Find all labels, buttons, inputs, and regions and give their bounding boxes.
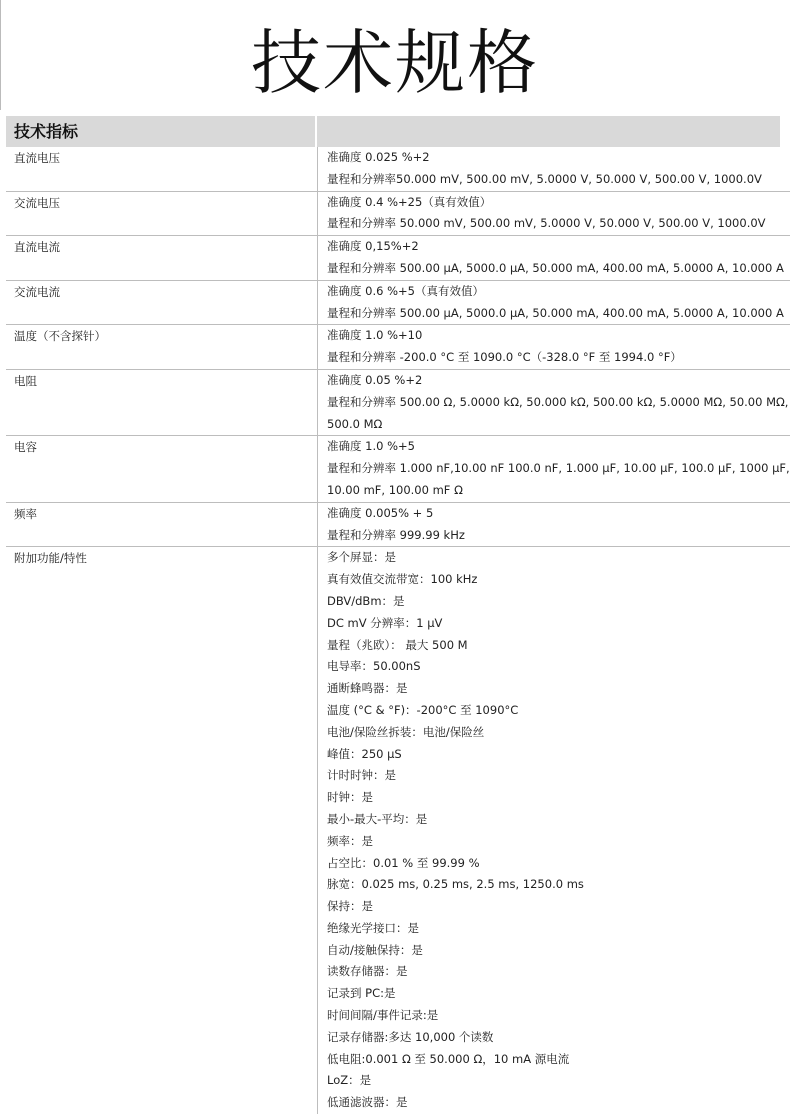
spec-value-line: 准确度 0.05 %+2 [327, 372, 423, 387]
spec-value-line: 电导率：50.00nS [327, 659, 421, 674]
spec-row-values [317, 281, 790, 325]
spec-row [6, 192, 790, 237]
spec-value-line: 低通滤波器：是 [327, 1095, 408, 1110]
spec-row-values [317, 547, 790, 1114]
spec-row-label: 直流电压 [14, 151, 60, 165]
spec-value-line: 准确度 1.0 %+10 [327, 328, 423, 343]
page-title: 技术规格 [251, 22, 539, 104]
spec-row [6, 236, 790, 281]
spec-value-line: 占空比：0.01 % 至 99.99 % [327, 855, 480, 870]
spec-value-line: 准确度 0.6 %+5（真有效值） [327, 283, 484, 298]
spec-row [6, 147, 790, 192]
spec-value-line: 脉宽：0.025 ms, 0.25 ms, 2.5 ms, 1250.0 ms [327, 877, 584, 892]
spec-row-label: 电容 [14, 440, 37, 455]
spec-value-line: 量程和分辨率 -200.0 °C 至 1090.0 °C（-328.0 °F 至 1994.0 °F） [327, 350, 682, 365]
spec-row-values [317, 147, 790, 191]
spec-value-line: 准确度 0.4 %+25（真有效值） [327, 194, 492, 209]
spec-value-line: 量程和分辨率 50.000 mV, 500.00 mV, 5.0000 V, 50.000 V, 500.00 V, 1000.0V [327, 216, 766, 231]
spec-row [6, 281, 790, 326]
spec-value-line: 多个屏显：是 [327, 550, 396, 565]
spec-table-header [6, 116, 780, 147]
spec-row-label: 直流电流 [14, 240, 60, 255]
spec-value-line: 量程和分辨率 500.00 µA, 5000.0 µA, 50.000 mA, 400.00 mA, 5.0000 A, 10.000 A [327, 260, 784, 275]
spec-value-line: 量程和分辨率 500.00 µA, 5000.0 µA, 50.000 mA, 400.00 mA, 5.0000 A, 10.000 A [327, 305, 784, 320]
spec-value-line: 准确度 0.005% + 5 [327, 505, 434, 520]
spec-value-line: 准确度 0.025 %+2 [327, 150, 430, 164]
spec-row-label: 频率 [14, 506, 37, 521]
spec-value-line: LoZ：是 [327, 1073, 372, 1088]
spec-value-line: 时钟：是 [327, 790, 373, 805]
spec-row [6, 370, 790, 436]
spec-value-line: 真有效值交流带宽：100 kHz [327, 572, 478, 587]
spec-value-line: DBV/dBm：是 [327, 593, 405, 608]
spec-row-label: 电阻 [14, 373, 37, 388]
spec-row-label: 交流电压 [14, 195, 60, 210]
spec-row-label: 交流电流 [14, 284, 60, 299]
spec-row [6, 436, 790, 502]
spec-value-line: 时间间隔/事件记录:是 [327, 1008, 439, 1023]
spec-row-values [317, 370, 790, 435]
spec-value-line: 量程和分辨率 1.000 nF,10.00 nF 100.0 nF, 1.000 µF, 10.00 µF, 100.0 µF, 1000 µF, 10.00 mF, 100.00 mF Ω [327, 461, 790, 497]
spec-value-line: 量程和分辨率50.000 mV, 500.00 mV, 5.0000 V, 50.000 V, 500.00 V, 1000.0V [327, 171, 762, 186]
spec-value-line: 峰值：250 µS [327, 746, 402, 761]
spec-value-line: 温度 (°C & °F)：-200°C 至 1090°C [327, 702, 519, 717]
spec-value-line: 最小-最大-平均：是 [327, 811, 428, 826]
spec-row-label: 附加功能/特性 [14, 551, 87, 566]
spec-table-header-label: 技术指标 [14, 122, 79, 141]
spec-row-values [317, 236, 790, 280]
spec-value-line: 绝缘光学接口：是 [327, 920, 419, 935]
spec-row [6, 325, 790, 370]
spec-row-values [317, 325, 790, 369]
spec-value-line: 保持：是 [327, 899, 373, 914]
spec-value-line: 量程（兆欧）： 最大 500 M [327, 637, 468, 652]
spec-value-line: 通断蜂鸣器：是 [327, 681, 408, 696]
spec-row-values [317, 192, 790, 236]
spec-value-line: DC mV 分辨率：1 µV [327, 615, 443, 630]
spec-value-line: 电池/保险丝拆装：电池/保险丝 [327, 724, 485, 739]
spec-table-header-blank [315, 116, 782, 147]
spec-row-values [317, 436, 790, 501]
spec-value-line: 量程和分辨率 999.99 kHz [327, 527, 465, 542]
spec-value-line: 记录存储器:多达 10,000 个读数 [327, 1029, 494, 1044]
spec-value-line: 低电阻:0.001 Ω 至 50.000 Ω，10 mA 源电流 [327, 1051, 570, 1066]
spec-value-line: 准确度 0,15%+2 [327, 239, 419, 254]
spec-row-values [317, 503, 790, 547]
spec-value-line: 频率：是 [327, 833, 373, 848]
spec-row-label: 温度（不含探针） [14, 329, 106, 344]
spec-value-line: 记录到 PC:是 [327, 986, 396, 1001]
spec-value-line: 读数存储器：是 [327, 964, 408, 979]
spec-row [6, 547, 790, 1114]
spec-table [6, 147, 790, 1114]
spec-value-line: 量程和分辨率 500.00 Ω, 5.0000 kΩ, 50.000 kΩ, 500.00 kΩ, 5.0000 MΩ, 50.00 MΩ, 500.0 MΩ [327, 394, 789, 431]
spec-value-line: 准确度 1.0 %+5 [327, 439, 415, 454]
spec-row [6, 503, 790, 548]
spec-value-line: 计时时钟：是 [327, 768, 396, 783]
spec-value-line: 自动/接触保持：是 [327, 942, 423, 957]
